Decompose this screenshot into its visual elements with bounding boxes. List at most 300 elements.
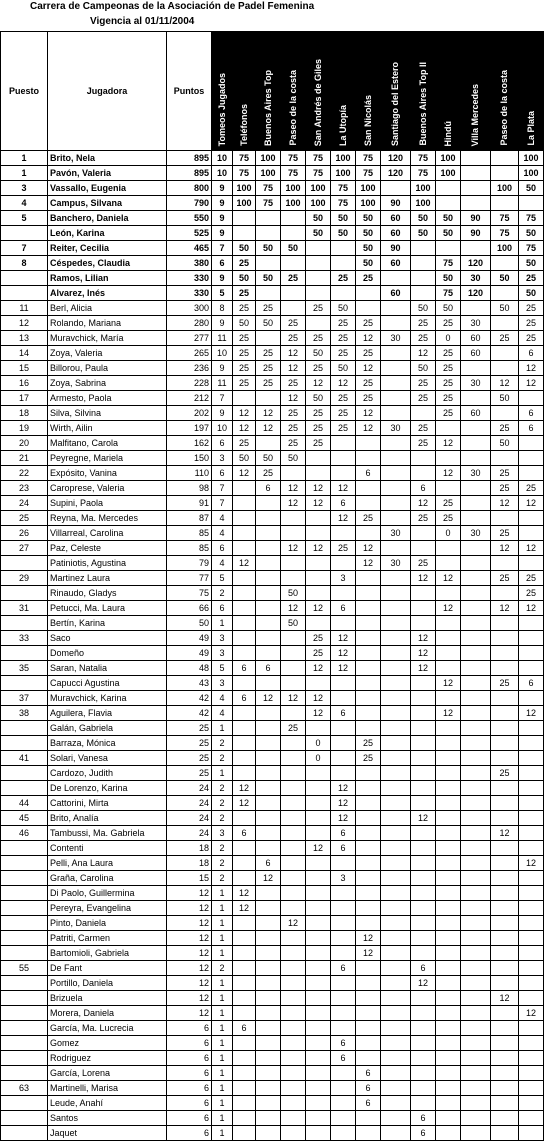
cell-puntos: 6 (167, 1051, 212, 1066)
cell-puntos-torneo (256, 331, 281, 346)
cell-puntos-torneo (381, 1111, 411, 1126)
cell-puntos-torneo (306, 256, 331, 271)
cell-puntos-torneo: 12 (491, 541, 519, 556)
cell-puntos-torneo (436, 901, 461, 916)
cell-puntos-torneo: 30 (381, 556, 411, 571)
cell-puntos-torneo (281, 556, 306, 571)
cell-puntos-torneo: 6 (411, 961, 436, 976)
cell-puntos-torneo (491, 691, 519, 706)
cell-puntos-torneo (491, 646, 519, 661)
cell-puntos: 6 (167, 1126, 212, 1141)
cell-jugadora: Galán, Gabriela (48, 721, 167, 736)
cell-jugadora: Bartomioli, Gabriela (48, 946, 167, 961)
cell-puntos-torneo: 100 (256, 166, 281, 181)
cell-puntos-torneo (331, 1021, 356, 1036)
cell-puntos-torneo: 12 (436, 676, 461, 691)
cell-jugadora: Martinelli, Marisa (48, 1081, 167, 1096)
table-row (1, 661, 544, 676)
cell-puntos-torneo (256, 496, 281, 511)
cell-puntos-torneo: 25 (306, 406, 331, 421)
cell-puntos-torneo (356, 1126, 381, 1141)
cell-puntos-torneo (281, 796, 306, 811)
cell-puntos-torneo (436, 1006, 461, 1021)
cell-puntos-torneo (306, 1126, 331, 1141)
cell-puntos-torneo (381, 496, 411, 511)
cell-puntos-torneo (381, 601, 411, 616)
cell-puntos-torneo (381, 766, 411, 781)
cell-puntos-torneo (519, 391, 544, 406)
cell-puntos-torneo (306, 766, 331, 781)
cell-puntos-torneo (411, 286, 436, 301)
cell-puntos-torneo: 12 (491, 991, 519, 1006)
cell-puntos: 800 (167, 181, 212, 196)
cell-puesto: 37 (1, 691, 48, 706)
cell-puntos: 525 (167, 226, 212, 241)
cell-puntos: 15 (167, 871, 212, 886)
table-row (1, 301, 544, 316)
table-row (1, 361, 544, 376)
cell-puntos-torneo (356, 286, 381, 301)
cell-puntos-torneo: 75 (436, 256, 461, 271)
cell-puntos-torneo (519, 511, 544, 526)
cell-puntos: 25 (167, 766, 212, 781)
cell-puntos-torneo (281, 1051, 306, 1066)
cell-puntos-torneo: 3 (331, 571, 356, 586)
cell-puntos-torneo (436, 1066, 461, 1081)
table-row (1, 1051, 544, 1066)
cell-puntos-torneo: 12 (491, 601, 519, 616)
cell-puntos-torneo: 25 (491, 766, 519, 781)
cell-puntos-torneo (281, 901, 306, 916)
cell-puntos-torneo: 12 (331, 811, 356, 826)
cell-puntos-torneo: 12 (411, 631, 436, 646)
cell-puntos-torneo (331, 856, 356, 871)
cell-puntos-torneo: 25 (306, 631, 331, 646)
cell-jugadora: Supini, Paola (48, 496, 167, 511)
page-title: Carrera de Campeonas de la Asociación de Padel Femenina (30, 1, 315, 12)
cell-puntos-torneo (381, 1051, 411, 1066)
cell-puntos-torneo: 25 (356, 271, 381, 286)
cell-puntos-torneo: 75 (491, 226, 519, 241)
cell-puntos-torneo (491, 151, 519, 166)
table-row (1, 1006, 544, 1021)
cell-torneos-jugados: 1 (212, 991, 233, 1006)
cell-jugadora: Barraza, Mónica (48, 736, 167, 751)
cell-torneos-jugados: 1 (212, 1021, 233, 1036)
cell-puntos-torneo (436, 721, 461, 736)
cell-puntos-torneo: 100 (233, 196, 256, 211)
cell-puntos-torneo (491, 286, 519, 301)
table-row (1, 1126, 544, 1141)
cell-puntos-torneo (356, 646, 381, 661)
cell-puntos-torneo (461, 301, 491, 316)
cell-puntos-torneo: 50 (306, 346, 331, 361)
cell-puesto (1, 946, 48, 961)
cell-puntos-torneo: 25 (436, 361, 461, 376)
cell-puntos-torneo (356, 586, 381, 601)
cell-puntos-torneo (436, 826, 461, 841)
cell-puntos-torneo: 25 (281, 406, 306, 421)
cell-jugadora: Rodriguez (48, 1051, 167, 1066)
cell-puntos-torneo: 12 (281, 391, 306, 406)
cell-puntos-torneo (461, 631, 491, 646)
cell-jugadora: Pinto, Daniela (48, 916, 167, 931)
cell-puntos-torneo: 12 (411, 346, 436, 361)
cell-puntos-torneo (256, 526, 281, 541)
cell-puntos-torneo (306, 286, 331, 301)
cell-torneos-jugados: 9 (212, 361, 233, 376)
cell-puntos-torneo (256, 1081, 281, 1096)
table-row (1, 706, 544, 721)
cell-puntos-torneo (381, 406, 411, 421)
cell-jugadora: Brito, Analía (48, 811, 167, 826)
cell-puntos-torneo (331, 676, 356, 691)
cell-puntos-torneo (356, 601, 381, 616)
cell-puntos-torneo (256, 1066, 281, 1081)
cell-puntos-torneo (306, 991, 331, 1006)
table-row (1, 211, 544, 226)
cell-jugadora: Vassallo, Eugenia (48, 181, 167, 196)
cell-puntos-torneo: 75 (519, 241, 544, 256)
cell-puntos-torneo: 60 (381, 226, 411, 241)
cell-puntos-torneo (519, 1051, 544, 1066)
cell-puntos-torneo (306, 556, 331, 571)
cell-jugadora: Reyna, Ma. Mercedes (48, 511, 167, 526)
cell-puntos-torneo (381, 691, 411, 706)
cell-jugadora: Pavón, Valeria (48, 166, 167, 181)
cell-torneos-jugados: 1 (212, 1051, 233, 1066)
table-row (1, 616, 544, 631)
cell-puntos-torneo: 50 (256, 316, 281, 331)
cell-puntos-torneo: 120 (461, 286, 491, 301)
cell-puntos-torneo (233, 1051, 256, 1066)
cell-puntos-torneo: 25 (519, 586, 544, 601)
cell-puntos: 24 (167, 781, 212, 796)
cell-puntos-torneo: 6 (519, 676, 544, 691)
cell-puntos-torneo (461, 766, 491, 781)
cell-puntos-torneo: 12 (411, 661, 436, 676)
cell-puntos-torneo (256, 886, 281, 901)
cell-puntos-torneo: 50 (306, 226, 331, 241)
cell-puntos-torneo: 12 (306, 496, 331, 511)
cell-puntos-torneo (381, 466, 411, 481)
cell-puntos-torneo (306, 586, 331, 601)
cell-puntos-torneo (233, 916, 256, 931)
cell-puntos-torneo (461, 391, 491, 406)
cell-puntos-torneo (436, 751, 461, 766)
cell-puntos-torneo: 100 (306, 196, 331, 211)
cell-puntos-torneo: 25 (233, 361, 256, 376)
cell-puntos-torneo: 12 (331, 481, 356, 496)
cell-jugadora: Reiter, Cecilia (48, 241, 167, 256)
cell-jugadora: Muravchick, Karina (48, 691, 167, 706)
cell-torneos-jugados: 1 (212, 946, 233, 961)
cell-puntos-torneo (461, 706, 491, 721)
cell-puntos-torneo: 75 (356, 151, 381, 166)
cell-puesto: 19 (1, 421, 48, 436)
cell-puntos-torneo (256, 751, 281, 766)
cell-puntos-torneo: 6 (331, 706, 356, 721)
table-row (1, 721, 544, 736)
cell-puntos-torneo: 50 (256, 271, 281, 286)
cell-puntos-torneo (461, 1126, 491, 1141)
table-row (1, 646, 544, 661)
cell-puntos-torneo (281, 1096, 306, 1111)
cell-puntos-torneo (306, 976, 331, 991)
cell-puntos-torneo: 25 (256, 466, 281, 481)
cell-puntos-torneo (381, 376, 411, 391)
cell-puntos: 25 (167, 751, 212, 766)
table-row (1, 1066, 544, 1081)
cell-puesto: 16 (1, 376, 48, 391)
cell-torneos-jugados: 1 (212, 886, 233, 901)
cell-puntos-torneo: 12 (306, 481, 331, 496)
cell-puntos-torneo: 6 (331, 496, 356, 511)
cell-puntos-torneo (381, 781, 411, 796)
cell-puntos: 6 (167, 1021, 212, 1036)
cell-puntos-torneo (281, 676, 306, 691)
header-torneo: Hindú (436, 32, 461, 151)
cell-puesto: 55 (1, 961, 48, 976)
cell-puntos-torneo (519, 1066, 544, 1081)
cell-puntos-torneo (491, 256, 519, 271)
cell-puntos-torneo (331, 1126, 356, 1141)
cell-puntos-torneo (331, 466, 356, 481)
header-jugadora: Jugadora (48, 32, 167, 151)
cell-puntos-torneo: 75 (306, 166, 331, 181)
cell-puntos-torneo (491, 1006, 519, 1021)
cell-puntos-torneo: 12 (306, 601, 331, 616)
cell-puntos-torneo (256, 1111, 281, 1126)
cell-puntos-torneo (381, 931, 411, 946)
cell-puntos-torneo: 12 (356, 331, 381, 346)
cell-puntos-torneo (381, 646, 411, 661)
cell-puntos-torneo: 25 (356, 376, 381, 391)
cell-puntos-torneo: 50 (356, 226, 381, 241)
cell-puntos-torneo (256, 436, 281, 451)
cell-puntos-torneo (436, 976, 461, 991)
cell-puntos-torneo: 25 (306, 301, 331, 316)
cell-puntos-torneo (256, 901, 281, 916)
header-torneo: Buenos Aires Top (256, 32, 281, 151)
cell-puntos-torneo: 12 (306, 376, 331, 391)
header-torneo: San Nicolás (356, 32, 381, 151)
cell-puntos-torneo (256, 781, 281, 796)
cell-puntos-torneo (381, 736, 411, 751)
cell-puntos-torneo: 25 (331, 271, 356, 286)
cell-puntos-torneo: 50 (491, 271, 519, 286)
cell-puntos-torneo (281, 736, 306, 751)
table-row (1, 811, 544, 826)
cell-puntos-torneo: 25 (519, 571, 544, 586)
cell-puntos-torneo (306, 1111, 331, 1126)
cell-puntos-torneo: 60 (381, 256, 411, 271)
cell-puesto: 17 (1, 391, 48, 406)
header-torneo: Tomeos Jugados (212, 32, 233, 151)
cell-puntos-torneo (381, 886, 411, 901)
cell-puntos-torneo (491, 196, 519, 211)
header-puntos: Puntos (167, 32, 212, 151)
cell-torneos-jugados: 1 (212, 931, 233, 946)
cell-puntos-torneo: 12 (331, 376, 356, 391)
cell-puntos-torneo (256, 811, 281, 826)
cell-puntos-torneo (491, 901, 519, 916)
cell-jugadora: De Lorenzo, Karina (48, 781, 167, 796)
cell-puesto (1, 856, 48, 871)
cell-puntos-torneo: 12 (306, 661, 331, 676)
cell-puntos-torneo (381, 1006, 411, 1021)
cell-puntos-torneo (281, 976, 306, 991)
cell-puesto: 23 (1, 481, 48, 496)
cell-puntos-torneo: 120 (381, 151, 411, 166)
cell-puntos-torneo (233, 541, 256, 556)
cell-puesto (1, 646, 48, 661)
cell-puntos-torneo: 25 (411, 331, 436, 346)
cell-puntos-torneo (256, 991, 281, 1006)
cell-puntos-torneo: 50 (331, 361, 356, 376)
cell-puntos-torneo (519, 691, 544, 706)
cell-puntos-torneo (331, 736, 356, 751)
cell-puntos-torneo: 25 (356, 346, 381, 361)
cell-puntos-torneo: 25 (256, 301, 281, 316)
cell-puntos-torneo: 12 (491, 496, 519, 511)
table-row (1, 316, 544, 331)
cell-puntos-torneo: 12 (256, 691, 281, 706)
cell-puntos-torneo: 25 (306, 361, 331, 376)
cell-puntos-torneo: 25 (519, 481, 544, 496)
cell-puntos-torneo: 12 (331, 661, 356, 676)
cell-puntos-torneo (491, 1126, 519, 1141)
cell-puntos-torneo: 25 (411, 421, 436, 436)
cell-puntos-torneo (519, 451, 544, 466)
cell-puntos-torneo (256, 646, 281, 661)
cell-puesto: 15 (1, 361, 48, 376)
cell-puntos-torneo: 75 (356, 166, 381, 181)
cell-puntos-torneo: 25 (331, 331, 356, 346)
cell-puntos-torneo (331, 616, 356, 631)
cell-puntos-torneo: 25 (491, 526, 519, 541)
cell-puesto: 20 (1, 436, 48, 451)
cell-puntos-torneo (436, 811, 461, 826)
cell-puntos-torneo (519, 736, 544, 751)
cell-puntos-torneo (381, 796, 411, 811)
cell-puntos-torneo: 50 (411, 211, 436, 226)
cell-puntos: 380 (167, 256, 212, 271)
cell-puntos-torneo (306, 616, 331, 631)
cell-puntos-torneo: 25 (331, 391, 356, 406)
cell-puntos-torneo (491, 976, 519, 991)
cell-puntos-torneo (281, 946, 306, 961)
cell-puntos-torneo: 75 (306, 151, 331, 166)
header-torneo: Buenos Aires Top II (411, 32, 436, 151)
cell-puntos-torneo: 12 (519, 496, 544, 511)
cell-puntos-torneo (256, 976, 281, 991)
cell-puntos-torneo: 25 (491, 481, 519, 496)
cell-jugadora: Bertín, Karina (48, 616, 167, 631)
header-torneo: La Utopía (331, 32, 356, 151)
cell-jugadora: Solari, Vanesa (48, 751, 167, 766)
ranking-table (0, 31, 544, 1141)
cell-puntos-torneo (356, 676, 381, 691)
cell-puntos-torneo (519, 841, 544, 856)
cell-puntos-torneo (491, 721, 519, 736)
cell-puntos-torneo (233, 841, 256, 856)
cell-puntos-torneo: 120 (461, 256, 491, 271)
cell-torneos-jugados: 8 (212, 301, 233, 316)
table-row (1, 541, 544, 556)
cell-puntos-torneo (436, 541, 461, 556)
cell-puntos-torneo (411, 916, 436, 931)
cell-puntos-torneo: 50 (233, 316, 256, 331)
cell-puntos-torneo (461, 481, 491, 496)
cell-jugadora: Alvarez, Inés (48, 286, 167, 301)
cell-puntos-torneo (411, 691, 436, 706)
cell-puntos-torneo (491, 871, 519, 886)
cell-torneos-jugados: 9 (212, 316, 233, 331)
cell-torneos-jugados: 2 (212, 781, 233, 796)
cell-puntos-torneo: 25 (436, 391, 461, 406)
cell-puntos-torneo (331, 976, 356, 991)
cell-puesto: 63 (1, 1081, 48, 1096)
cell-puntos-torneo: 12 (411, 811, 436, 826)
cell-puntos-torneo: 75 (491, 211, 519, 226)
cell-puntos-torneo (381, 361, 411, 376)
cell-puntos-torneo (461, 241, 491, 256)
cell-torneos-jugados: 9 (212, 181, 233, 196)
cell-puntos-torneo: 25 (233, 256, 256, 271)
cell-puesto: 45 (1, 811, 48, 826)
cell-puntos-torneo (491, 1036, 519, 1051)
table-row (1, 601, 544, 616)
cell-puntos-torneo: 12 (519, 706, 544, 721)
cell-puesto: 7 (1, 241, 48, 256)
cell-puesto: 5 (1, 211, 48, 226)
cell-jugadora: Céspedes, Claudia (48, 256, 167, 271)
cell-puntos-torneo (411, 766, 436, 781)
cell-puntos-torneo (233, 211, 256, 226)
cell-puntos-torneo (491, 841, 519, 856)
cell-puntos-torneo: 50 (281, 616, 306, 631)
cell-puntos-torneo: 6 (519, 421, 544, 436)
cell-puntos-torneo: 90 (381, 241, 411, 256)
cell-puntos-torneo (381, 316, 411, 331)
cell-puntos-torneo: 6 (411, 481, 436, 496)
cell-puesto (1, 1066, 48, 1081)
cell-puntos-torneo: 90 (381, 196, 411, 211)
table-row (1, 271, 544, 286)
cell-puntos-torneo (519, 1126, 544, 1141)
cell-torneos-jugados: 2 (212, 961, 233, 976)
cell-puntos-torneo (411, 271, 436, 286)
cell-puntos-torneo (233, 631, 256, 646)
cell-puntos-torneo (356, 811, 381, 826)
cell-torneos-jugados: 4 (212, 691, 233, 706)
cell-puntos: 212 (167, 391, 212, 406)
cell-puntos-torneo (233, 1096, 256, 1111)
cell-puntos: 12 (167, 931, 212, 946)
cell-puntos-torneo: 50 (356, 241, 381, 256)
cell-puntos-torneo (436, 1051, 461, 1066)
table-row (1, 976, 544, 991)
cell-puntos-torneo (233, 526, 256, 541)
cell-puntos-torneo (356, 706, 381, 721)
cell-puntos-torneo: 12 (306, 541, 331, 556)
cell-puntos-torneo (256, 796, 281, 811)
cell-puntos-torneo (331, 556, 356, 571)
cell-puntos-torneo: 12 (491, 826, 519, 841)
cell-puntos-torneo (411, 451, 436, 466)
table-row (1, 736, 544, 751)
